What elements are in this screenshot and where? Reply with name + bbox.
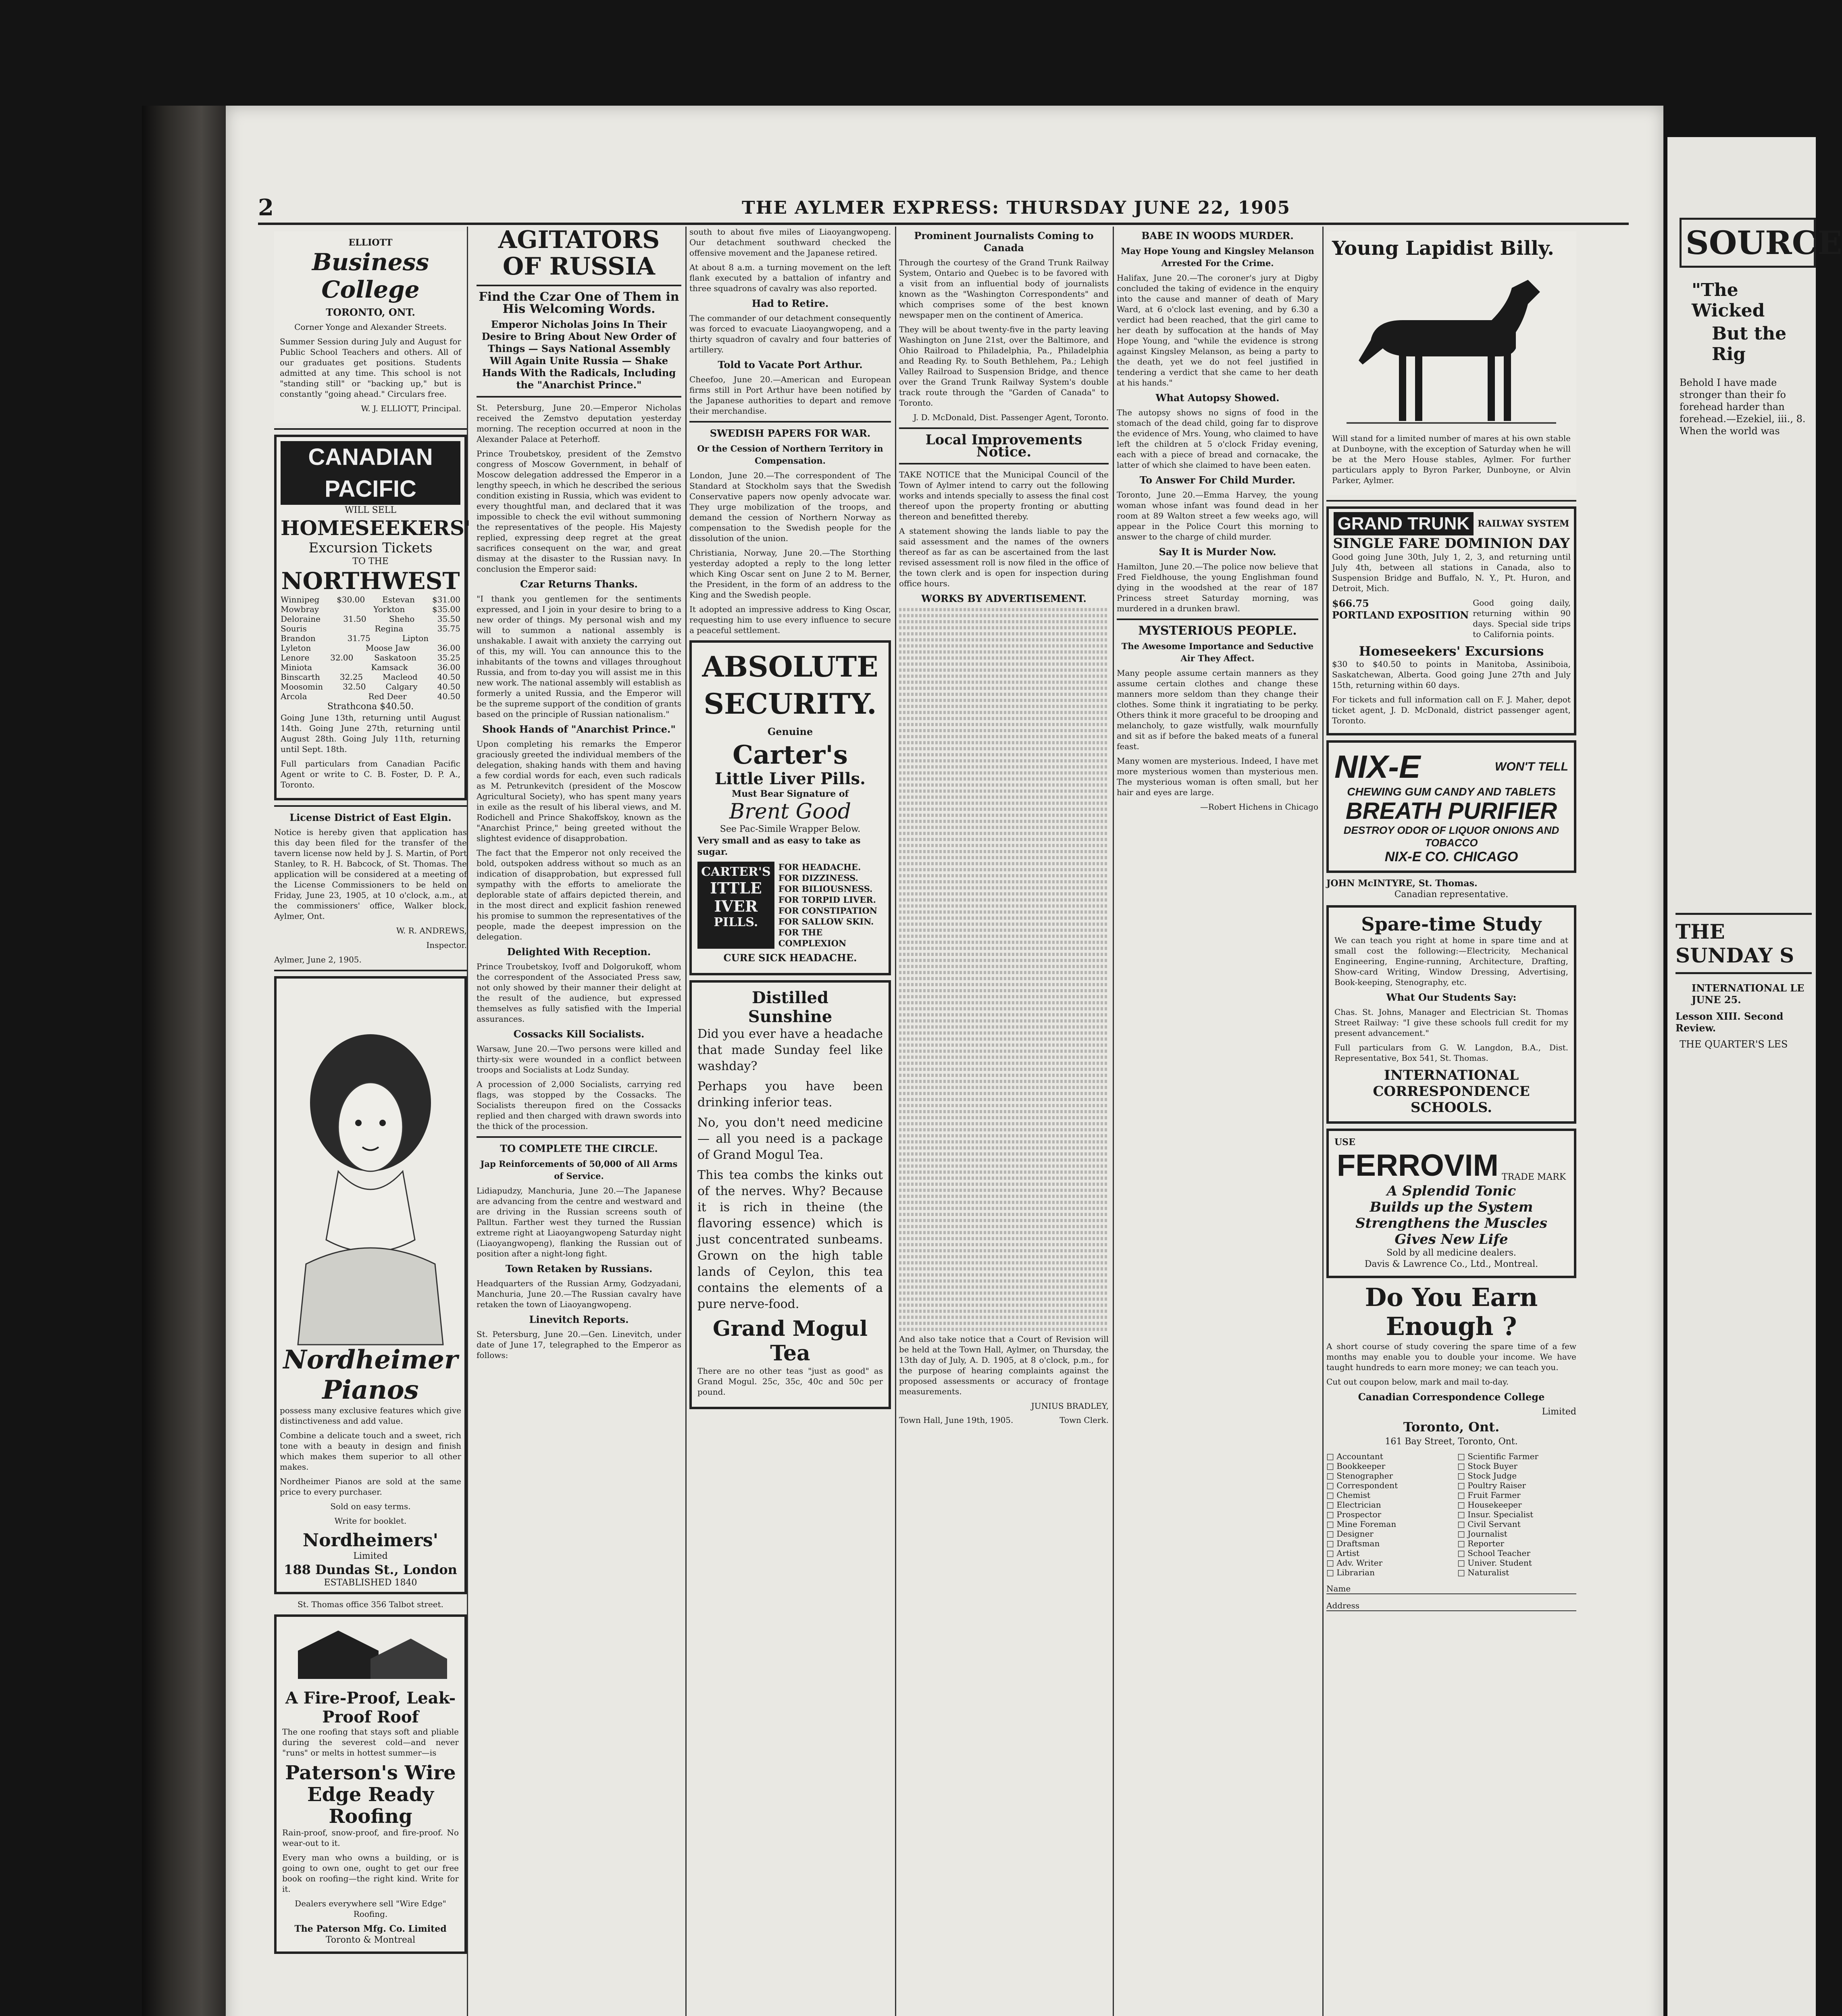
coupon-name-line[interactable] [1326, 1584, 1576, 1594]
sunshine-title-1: Distilled [752, 988, 828, 1007]
course-checkbox-item[interactable]: □ Insur. Specialist [1457, 1510, 1534, 1519]
nixe-line-3: CHEWING GUM CANDY AND TABLETS [1347, 785, 1556, 798]
babe-p3: Toronto, June 20.—Emma Harvey, the young woman whose infant was found dead in her room at 89 Walton street a few weeks ago, will appear in the Police Court this morning to answer to the charge of child murder. [1117, 490, 1318, 541]
carters-use-item: FOR TORPID LIVER. [778, 895, 876, 905]
coupon-name-label: Name [1326, 1584, 1351, 1593]
column-5 [1113, 227, 1324, 2016]
course-checkbox-item[interactable]: □ Mine Foreman [1326, 1519, 1397, 1529]
sunshine-body-4: This tea combs the kinks out of the nerves. Why? Because it is rich in theine (the flavoring essence) which is just concentrated sunbeams. Grown on the high table lands of Ceylon, this tea contains the elements of a pure nerve-food. [697, 1168, 883, 1311]
cpr-strathcona: Strathcona $40.50. [327, 702, 414, 712]
woman-portrait-illustration [280, 982, 461, 1345]
sunshine-body-2: Perhaps you have been drinking inferior teas. [697, 1079, 883, 1110]
cpr-rate-cell: Macleod [383, 672, 418, 682]
roofing-body: The one roofing that stays soft and pliable during the severest cold—and never "runs" or melts in hottest summer—is [282, 1727, 459, 1758]
elliott-signature: W. J. ELLIOTT, Principal. [361, 404, 461, 413]
cpr-rate-cell: Sheho [389, 614, 415, 624]
nordheimer-body-2: Combine a delicate touch and a sweet, rich tone with a beauty in design and finish which makes them superior to all other makes. [280, 1431, 461, 1472]
gt-price: $66.75 [1332, 598, 1369, 609]
babe-sub-1: What Autopsy Showed. [1155, 392, 1280, 404]
cpr-rate-cell: Arcola [281, 691, 307, 701]
cpr-rate-cell: Moose Jaw [365, 643, 410, 653]
enough-city: Toronto, Ont. [1403, 1419, 1500, 1435]
ics-title: Spare-time Study [1361, 913, 1542, 935]
coupon-address-label: Address [1326, 1601, 1359, 1610]
cpr-brand-2: PACIFIC [281, 473, 460, 505]
sunshine-title-2: Sunshine [748, 1007, 833, 1026]
enough-cut: Cut out coupon below, mark and mail to-day. [1326, 1377, 1509, 1387]
nixe-ad [1326, 740, 1576, 873]
cpr-rate-cell: 31.50 [343, 614, 366, 624]
sunshine-body: Did you ever have a headache that made Sunday feel like washday? [697, 1027, 883, 1073]
horse-body: Will stand for a limited number of mares at his own stable at Dunboyne, with the exception of Saturday when he will be at the Mero House stables, Aylmer. For further particulars apply to Byron Parker, Dunboyne, or Alvin Parker, Aylmer. [1332, 433, 1571, 485]
swedish-p7: It adopted an impressive address to King Oscar, requesting him to use every influence to secure a peaceful settlement. [689, 604, 891, 635]
license-title: License District of East Elgin. [289, 812, 452, 823]
babe-sub-3: Say It is Murder Now. [1159, 546, 1276, 558]
cpr-sub: Excursion Tickets [308, 540, 433, 556]
course-checkbox-item[interactable]: □ Prospector [1326, 1510, 1382, 1519]
gt-body: Good going June 30th, July 1, 2, 3, and returning until July 4th, between all stations in Canada, also to Suspension Bridge and Buffalo, N. Y., Pt. Huron, and Detroit, Mich. [1332, 552, 1571, 593]
russia-sub-3: Delighted With Reception. [507, 946, 651, 958]
cpr-rate-cell: Brandon [281, 633, 316, 643]
source-body: Behold I have made stronger than their fo forehead harder than forehead.—Ezekiel, iii., 8. When the world was [1680, 377, 1806, 437]
circle-p10: Headquarters of the Russian Army, Godzyadani, Manchuria, June 20.—The Russian cavalry have retaken the town of Liaoyangwopeng. [477, 1279, 681, 1309]
grand-mogul-footer: There are no other teas "just as good" as Grand Mogul. 25c, 35c, 40c and 50c per pound. [697, 1366, 883, 1397]
page-number: 2 [258, 194, 274, 221]
column-4 [895, 227, 1114, 2016]
cpr-rate-cell: Regina [375, 624, 404, 633]
improvements-signature: JUNIUS BRADLEY, [1031, 1401, 1109, 1411]
war-sub-2: Told to Vacate Port Arthur. [718, 359, 863, 371]
enough-address: 161 Bay Street, Toronto, Ont. [1385, 1437, 1518, 1447]
war-p3: The commander of our detachment consequently was forced to evacuate Liaoyangwopeng, and a thirty squadron of cavalry and four batteries of artillery. [689, 313, 891, 354]
course-checkbox-item[interactable]: □ Librarian [1326, 1568, 1375, 1577]
cpr-rate-row [281, 614, 460, 624]
cpr-rate-cell: 35.50 [437, 614, 460, 624]
sunshine-body-3: No, you don't need medicine — all you need is a package of Grand Mogul Tea. [697, 1116, 883, 1162]
improvements-dateline: Town Hall, June 19th, 1905. [899, 1415, 1014, 1425]
russia-p3: "I thank you gentlemen for the sentiments expressed, and I join in your desire to bring to a new order of things. My personal wish and my will to summon a national assembly is unshakable. I await with anxiety the carrying out of this, my will. You can announce this to the inhabitants of the towns and villages throughout Russia, and from to-day you will assist me in this new work. The national assembly will establish as formerly a united Russia, and the Emperor will be the supreme support of the condition of grants based on the principle of Russian nationalism." [477, 594, 681, 719]
nixe-agent-role: Canadian representative. [1394, 889, 1509, 900]
barn-illustration [282, 1622, 459, 1687]
russia-p5: The fact that the Emperor not only received the bold, outspoken address without so much as an indication of disapprobation, but expressed full sympathy with the efforts to ameliorate the deplorable state of affairs depicted therein, and in the most direct and explicit fashion renewed his promise to summon the representatives of the people, made the deepest impression on the delegation. [477, 848, 681, 941]
circle-headline: TO COMPLETE THE CIRCLE. [500, 1143, 658, 1154]
carters-signature: Brent Good [729, 800, 851, 824]
grand-trunk-ad [1326, 506, 1576, 735]
cpr-rate-row [281, 682, 460, 691]
enough-courses [1326, 1452, 1576, 1577]
column-2 [472, 227, 687, 2016]
course-checkbox-item[interactable]: □ Draftsman [1326, 1539, 1380, 1548]
improvements-works: WORKS BY ADVERTISEMENT. [921, 593, 1086, 604]
course-checkbox-item[interactable]: □ Civil Servant [1457, 1519, 1521, 1529]
carters-ad [689, 640, 891, 975]
elliott-college-ad [274, 231, 467, 423]
cpr-rate-row [281, 672, 460, 682]
journalists-p1: Through the courtesy of the Grand Trunk Railway System, Ontario and Quebec is to be favored with a visit from an influential body of journalists known as the "Washington Correspondents" and which comprises some of the best known newspaper men on the continent of America. [899, 258, 1109, 320]
circle-p9: Lidiapudzy, Manchuria, June 20.—The Japanese are advancing from the centre and westward and are driving in the Russian screens south of Palltun. Farther west they turned the Russian extreme right at Liaoyangwopeng Saturday night (Liaoyangwopeng), flanking the Russian out of position after a night-long fight. [477, 1186, 681, 1258]
roofing-company: The Paterson Mfg. Co. Limited [294, 1924, 447, 1934]
carters-use-item: FOR THE COMPLEXION [778, 927, 847, 948]
source-subtitle-2: But the Rig [1712, 323, 1787, 364]
course-checkbox-item[interactable]: □ Electrician [1326, 1500, 1381, 1510]
cpr-rate-cell: Souris [281, 624, 307, 633]
babe-p4: Hamilton, June 20.—The police now believe that Fred Fieldhouse, the young Englishman found dying in the woodshed at the rear of 187 Princess street Saturday morning, was murdered in a drunken brawl. [1117, 562, 1318, 613]
ics-brand: INTERNATIONAL CORRESPONDENCE SCHOOLS. [1373, 1067, 1530, 1116]
circle-sub-7: Linevitch Reports. [529, 1314, 629, 1325]
improvements-p1: TAKE NOTICE that the Municipal Council of the Town of Aylmer intend to carry out the following works and intends specially to assess the final cost thereof upon the property fronting or abutting thereon and benefitted thereby. [899, 470, 1109, 521]
cpr-rate-cell: 35.25 [437, 653, 460, 662]
mysterious-deck: The Awesome Importance and Seductive Air They Affect. [1121, 641, 1314, 663]
ferrovim-line-2: Builds up the System [1370, 1199, 1533, 1215]
elliott-brand-script: Business College [312, 248, 429, 303]
course-checkbox-item[interactable]: □ Univer. Student [1457, 1558, 1532, 1568]
russia-p6: Prince Troubetskoy, Ivoff and Dolgorukoff, whom the correspondent of the Associated Press saw, not only showed by their manner their delight at the result of the audience, but expressed themselves as fully satisfied with the Imperial assurances. [477, 962, 681, 1024]
circle-p11: St. Petersburg, June 20.—Gen. Linevitch, under date of June 17, telegraphed to the Emperor as follows: [477, 1329, 681, 1360]
cpr-rate-cell: 40.50 [437, 672, 460, 682]
cpr-rate-cell: Deloraine [281, 614, 321, 624]
course-checkbox-item[interactable]: □ Designer [1326, 1529, 1374, 1539]
cpr-rate-cell: 40.50 [437, 682, 460, 691]
ferrovim-sold: Sold by all medicine dealers. [1386, 1248, 1516, 1258]
cpr-rate-cell: 31.75 [347, 633, 370, 643]
cpr-rate-cell: 36.00 [437, 662, 460, 672]
mysterious-p6: Many women are mysterious. Indeed, I have met more mysterious women than mysterious men. The mysterious woman is often small, but her hair and eyes are large. [1117, 756, 1318, 797]
nordheimer-body-3: Nordheimer Pianos are sold at the same price to every purchaser. [280, 1477, 461, 1497]
ferrovim-brand: FERROVIM [1336, 1148, 1499, 1183]
horse-ad [1326, 231, 1576, 495]
carters-headline-2: SECURITY. [703, 687, 877, 721]
grand-mogul-ad [689, 980, 891, 1409]
carters-uses-list [778, 862, 883, 949]
cpr-to: TO THE [352, 556, 389, 566]
courses-right-list [1457, 1452, 1576, 1577]
course-checkbox-item[interactable]: □ Naturalist [1457, 1568, 1509, 1577]
war-p2: At about 8 a.m. a turning movement on the left flank executed by a battalion of infantry and three squadrons of cavalry was also reported. [689, 262, 891, 293]
course-checkbox-item[interactable]: □ School Teacher [1457, 1548, 1530, 1558]
nordheimer-brand-2: Pianos [322, 1375, 419, 1405]
cpr-rate-cell: Lyleton [281, 643, 311, 653]
ics-footer: Full particulars from G. W. Langdon, B.A., Dist. Representative, Box 541, St. Thomas. [1334, 1043, 1568, 1063]
war-p1: south to about five miles of Liaoyangwopeng. Our detachment southward checked the offensive movement and the Japanese retired. [689, 227, 891, 258]
course-checkbox-item[interactable]: □ Adv. Writer [1326, 1558, 1383, 1568]
cpr-rates-table [281, 595, 460, 701]
course-checkbox-item[interactable]: □ Fruit Farmer [1457, 1490, 1521, 1500]
enough-college: Canadian Correspondence College [1358, 1391, 1545, 1403]
ferrovim-ad [1326, 1129, 1576, 1278]
nordheimer-limited: Limited [353, 1551, 388, 1561]
ferrovim-company: Davis & Lawrence Co., Ltd., Montreal. [1364, 1259, 1538, 1269]
carters-box-4: PILLS. [714, 915, 758, 929]
cpr-rate-row [281, 643, 460, 653]
cpr-rate-cell: Binscarth [281, 672, 320, 682]
russia-p2: Prince Troubetskoy, president of the Zemstvo congress of Moscow Government, in behalf of Moscow delegation addressed the Emperor in a lengthy speech, in which he described the serious condition existing in Russia, which was evident to every thoughtful man, and declared that it was impossible to check the evil without summoning the representatives of the people. His Majesty replied, expressing deep regret at the great sacrifices consequent on the war, and great dismay at the disaster to the Russian navy. In conclusion the Emperor said: [477, 449, 681, 574]
nordheimer-body-5: Write for booklet. [334, 1516, 407, 1526]
license-body: Notice is hereby given that application has this day been filed for the transfer of the tavern license now held by J. S. Martin, of Port Stanley, to R. H. Babcock, of St. Thomas. The application will be considered at a meeting of the License Commissioners to be held on Friday, June 23, 1905, at 10 o'clock, a.m., at the commissioners' office, Walker block, Aylmer, Ont. [274, 827, 467, 921]
ics-students: What Our Students Say: [1386, 991, 1517, 1003]
license-dateline: Aylmer, June 2, 1905. [274, 955, 362, 964]
cpr-rate-row [281, 633, 460, 643]
gt-expo: PORTLAND EXPOSITION [1332, 609, 1469, 621]
book-binding [142, 106, 227, 2016]
cpr-rate-cell: Yorkton [373, 604, 405, 614]
elliott-brand-top: ELLIOTT [348, 237, 393, 248]
enough-title: Do You Earn Enough ? [1365, 1283, 1538, 1341]
cpr-rate-cell: Calgary [385, 682, 418, 691]
carters-use-item: FOR HEADACHE. [778, 862, 861, 872]
cpr-rate-cell: Lenore [281, 653, 310, 662]
horse-title: Young Lapidist Billy. [1332, 237, 1554, 260]
cpr-rate-row [281, 595, 460, 604]
journalists-signature: J. D. McDonald, Dist. Passenger Agent, Toronto. [913, 412, 1109, 422]
ics-ad [1326, 905, 1576, 1124]
coupon-address-line[interactable] [1326, 1601, 1576, 1611]
gt-system: RAILWAY SYSTEM [1478, 519, 1569, 529]
mysterious-p5: Many people assume certain manners as they assume certain clothes and change these manners more seldom than they change their clothes. Some think it ingratiating to be perky. Others think it more graceful to be drooping and melancholy, to gaze wistfully, walk mournfully and sit as if before the baked meats of a funeral feast. [1117, 668, 1318, 751]
carters-box-1: CARTER'S [701, 865, 771, 879]
cpr-rate-cell: $35.00 [432, 604, 460, 614]
babe-sub-2: To Answer For Child Murder. [1139, 474, 1296, 486]
mysterious-signature: —Robert Hichens in Chicago [1200, 802, 1318, 812]
carters-brand: Carter's [733, 740, 848, 770]
ferrovim-line-3: Strengthens the Muscles [1355, 1215, 1547, 1231]
nordheimer-body: possess many exclusive features which give distinctiveness and add value. [280, 1406, 461, 1426]
circle-deck: Jap Reinforcements of 50,000 of All Arms of Service. [480, 1159, 678, 1181]
cpr-rate-cell: 32.25 [339, 672, 363, 682]
nixe-line-6: NIX-E CO. CHICAGO [1384, 849, 1518, 864]
swedish-deck: Or the Cession of Northern Territory in Compensation. [697, 444, 883, 466]
carters-use-item: FOR CONSTIPATION [778, 906, 877, 916]
course-checkbox-item[interactable]: □ Correspondent [1326, 1481, 1398, 1490]
nordheimer-footnote: St. Thomas office 356 Talbot street. [297, 1599, 444, 1609]
cpr-rate-cell: 40.50 [437, 691, 460, 701]
nordheimer-ad [274, 976, 467, 1594]
mysterious-headline: MYSTERIOUS PEOPLE. [1138, 624, 1297, 638]
cpr-rate-cell: 35.75 [437, 624, 460, 633]
cpr-rate-row [281, 691, 460, 701]
russia-sub-4: Cossacks Kill Socialists. [513, 1028, 645, 1040]
cpr-rate-row [281, 604, 460, 614]
course-checkbox-item[interactable]: □ Artist [1326, 1548, 1359, 1558]
improvements-role: Town Clerk. [1059, 1415, 1109, 1425]
ferrovim-line-1: A Splendid Tonic [1386, 1183, 1516, 1199]
elliott-address: Corner Yonge and Alexander Streets. [294, 322, 447, 332]
carters-use-item: FOR DIZZINESS. [778, 873, 858, 883]
circle-sub-6: Town Retaken by Russians. [505, 1263, 653, 1275]
roofing-body-3: Every man who owns a building, or is going to own one, ought to get our free book on roofing—the right kind. Write for it. [282, 1853, 459, 1894]
cpr-rate-cell: Kamsack [371, 662, 408, 672]
cpr-rate-cell: Winnipeg [281, 595, 320, 604]
russia-p7: Warsaw, June 20.—Two persons were killed and thirty-six were wounded in a conflict between troops and Socialists at Lodz Sunday. [477, 1044, 681, 1075]
newspaper-page [226, 106, 1663, 2016]
improvements-title: Local Improvements Notice. [925, 432, 1082, 460]
enough-limited: Limited [1542, 1407, 1576, 1417]
carters-use-item: FOR BILIOUSNESS. [778, 884, 873, 894]
course-checkbox-item[interactable]: □ Accountant [1326, 1452, 1383, 1461]
facing-page-fragment [1667, 137, 1842, 2016]
source-subtitle-1: "The Wicked [1692, 280, 1765, 321]
nordheimer-established: ESTABLISHED 1840 [324, 1578, 417, 1588]
carters-use-item: FOR SALLOW SKIN. [778, 916, 874, 927]
gt-homeseekers-body: $30 to $40.50 to points in Manitoba, Assiniboia, Saskatchewan, Alberta. Good going June 27th and July 15th, returning within 60 days. [1332, 659, 1571, 690]
russia-deck-1: Find the Czar One of Them in His Welcoming Words. [479, 290, 679, 316]
cpr-headline: HOMESEEKERS' [281, 516, 471, 540]
cpr-rate-cell: Miniota [281, 662, 312, 672]
ics-testimonial: Chas. St. Johns, Manager and Electrician St. Thomas Street Railway: "I give these schools full credit for my present advancement." [1334, 1007, 1568, 1038]
course-checkbox-item[interactable]: □ Stock Buyer [1457, 1461, 1517, 1471]
carters-cure: CURE SICK HEADACHE. [723, 952, 857, 964]
nixe-line-2: WON'T TELL [1494, 760, 1568, 773]
sunday-title: THE SUNDAY S [1675, 913, 1812, 974]
grand-mogul-brand: Grand Mogul Tea [713, 1316, 868, 1366]
lesson-title: Lesson XIII. Second Review. [1675, 1010, 1784, 1034]
improvements-p2: A statement showing the lands liable to pay the said assessment and the names of the owners thereof as far as can be ascertained from the last revised assessment roll is now filed in the office of the town clerk and is open for inspection during office hours. [899, 526, 1109, 588]
source-title: SOURCE [1680, 218, 1816, 268]
gt-expo-body: Good going daily, returning within 90 days. Special side trips to California points. [1473, 598, 1571, 639]
roofing-brand: Paterson's Wire Edge Ready Roofing [285, 1762, 456, 1828]
ferrovim-line-4: Gives New Life [1395, 1231, 1508, 1248]
cpr-rate-cell: Red Deer [368, 691, 407, 701]
swedish-p5: London, June 20.—The correspondent of The Standard at Stockholm says that the Swedish Conservative papers now openly advocate war. They urge mobilization of the troops, and demand the cession of Northern Norway as compensation to the Swedish people for the dissolution of the union. [689, 471, 891, 543]
course-checkbox-item[interactable]: □ Scientific Farmer [1457, 1452, 1538, 1461]
horse-illustration [1332, 260, 1571, 433]
russia-deck-2: Emperor Nicholas Joins In Their Desire to Bring About New Order of Things — Says National Assembly Will Again Unite Russia — Shake Hands With the Radicals, Including the "Anarchist Prince." [481, 319, 676, 391]
elliott-body: Summer Session during July and August for Public School Teachers and others. All of our graduates get positions. Students admitted at any time. This school is not "standing still" or "backing up," but is constantly "going ahead." Circulars free. [280, 337, 461, 399]
nixe-line-5: DESTROY ODOR OF LIQUOR ONIONS AND TOBACCO [1343, 824, 1559, 849]
cpr-rate-cell: $31.00 [432, 595, 460, 604]
ferrovim-tm: TRADE MARK [1501, 1172, 1566, 1182]
russia-p1: St. Petersburg, June 20.—Emperor Nicholas received the Zemstvo deputation yesterday morning. The reception occurred at noon in the Alexander Palace at Peterhoff. [477, 403, 681, 444]
running-head: THE AYLMER EXPRESS: THURSDAY JUNE 22, 1905 [742, 198, 1291, 218]
cpr-rate-row [281, 624, 460, 633]
carters-product: Little Liver Pills. [715, 769, 866, 788]
cpr-rate-cell: Moosomin [281, 682, 323, 691]
gt-headline: SINGLE FARE DOMINION DAY [1333, 535, 1570, 552]
license-role: Inspector. [426, 940, 467, 950]
cpr-region: NORTHWEST [281, 567, 460, 595]
cpr-will-sell: WILL SELL [345, 505, 396, 515]
cpr-rate-cell: Mowbray [281, 604, 319, 614]
nordheimer-brand-1: Nordheimer [283, 1345, 458, 1375]
cpr-footer: Full particulars from Canadian Pacific Agent or write to C. B. Foster, D. P. A., Toronto. [281, 759, 460, 789]
carters-box-2: ITTLE [710, 879, 762, 897]
russia-sub-2: Shook Hands of "Anarchist Prince." [482, 723, 676, 735]
enough-body: A short course of study covering the spare time of a few months may enable you to double your income. We have taught hundreds to earn more money; we can teach you. [1326, 1341, 1576, 1372]
course-checkbox-item[interactable]: □ Reporter [1457, 1539, 1504, 1548]
journalists-headline: Prominent Journalists Coming to Canada [914, 230, 1094, 254]
russia-p8: A procession of 2,000 Socialists, carrying red flags, was stopped by the Cossacks. The Socialists thereupon fired on the Cossacks replied and then charged with drawn swords into the thick of the procession. [477, 1079, 681, 1131]
cpr-rate-cell: 32.00 [330, 653, 354, 662]
cpr-brand-1: CANADIAN [281, 441, 460, 473]
swedish-headline: SWEDISH PAPERS FOR WAR. [710, 427, 871, 439]
nixe-line-1: NIX-E [1334, 749, 1421, 785]
improvements-listing [899, 608, 1109, 1331]
elliott-city: TORONTO, ONT. [326, 306, 415, 318]
ics-body: We can teach you right at home in spare time and at small cost the following:—Electricity, Mechanical Engineering, Engine-running, Architecture, Drafting, Show-card Writing, Window Dressing, Advertising, Book-keeping, Stenography, etc. [1334, 935, 1568, 987]
carters-headline-1: ABSOLUTE [702, 650, 878, 683]
roofing-body-2: Rain-proof, snow-proof, and fire-proof. No wear-out to it. [282, 1828, 459, 1848]
roofing-headline: A Fire-Proof, Leak-Proof Roof [285, 1689, 456, 1727]
war-p4: Cheefoo, June 20.—American and European firms still in Port Arthur have been notified by the Japanese authorities to depart and remove their merchandise. [689, 375, 891, 416]
carters-very: Very small and as easy to take as sugar. [697, 835, 861, 857]
course-checkbox-item[interactable]: □ Chemist [1326, 1490, 1370, 1500]
course-checkbox-item[interactable]: □ Housekeeper [1457, 1500, 1522, 1510]
nordheimer-address: 188 Dundas St., London [284, 1562, 457, 1577]
cpr-rate-cell: Saskatoon [374, 653, 417, 662]
carters-see: See Pac-Simile Wrapper Below. [720, 824, 861, 834]
cpr-rate-row [281, 653, 460, 662]
nordheimer-body-4: Sold on easy terms. [330, 1502, 411, 1511]
cpr-rate-cell: 32.50 [343, 682, 366, 691]
course-checkbox-item[interactable]: □ Stock Judge [1457, 1471, 1517, 1481]
nixe-line-4: BREATH PURIFIER [1345, 798, 1557, 824]
russia-headline: AGITATORS OF RUSSIA [498, 226, 660, 281]
russia-p4: Upon completing his remarks the Emperor graciously greeted the individual members of the delegation, shaking hands with them and having a few cordial words for each, even such radicals as M. Petrunkevitch (president of the Moscow Agricultural Society), who has spent many years in exile as the result of his liberal views, and M. Rodichell and Prince Shakoffskoy, known as the "Anarchist Prince," being greeted without the slightest evidence of disapprobation. [477, 739, 681, 843]
course-checkbox-item[interactable]: □ Bookkeeper [1326, 1461, 1386, 1471]
column-3 [685, 227, 896, 2016]
roofing-dealers: Dealers everywhere sell "Wire Edge" Roofing. [295, 1899, 446, 1919]
license-signature: W. R. ANDREWS, [396, 926, 467, 935]
gt-brand: GRAND TRUNK [1334, 512, 1474, 535]
lesson-header: INTERNATIONAL LE JUNE 25. [1692, 982, 1805, 1006]
cpr-rate-cell: Estevan [382, 595, 415, 604]
cpr-ad [274, 435, 471, 800]
swedish-p6: Christiania, Norway, June 20.—The Storthing yesterday adopted a reply to the long letter which King Oscar sent on June 2 to M. Berner, the President, in the form of an address to the King and the Swedish people. [689, 548, 891, 600]
war-sub-1: Had to Retire. [751, 298, 829, 309]
carters-must: Must Bear Signature of [731, 789, 849, 799]
russia-sub-1: Czar Returns Thanks. [520, 578, 638, 590]
cpr-rate-cell: $30.00 [337, 595, 365, 604]
nixe-agent: JOHN McINTYRE, St. Thomas. [1326, 878, 1478, 889]
gt-homeseekers: Homeseekers' Excursions [1359, 644, 1544, 659]
cpr-rate-row [281, 662, 460, 672]
course-checkbox-item[interactable]: □ Poultry Raiser [1457, 1481, 1526, 1490]
column-1 [274, 227, 471, 2016]
gt-footer: For tickets and full information call on F. J. Maher, depot ticket agent, J. D. McDonald, district passenger agent, Toronto. [1332, 695, 1571, 725]
cpr-rate-cell: Lipton [402, 633, 429, 643]
babe-p2: The autopsy shows no signs of food in the stomach of the dead child, going far to disprove the evidence of Mrs. Young, who claimed to have left the children at 5 o'clock Friday evening, each with a piece of bread and cornacake, the latter of which she claimed to have been eaten. [1117, 408, 1318, 470]
journalists-p2: They will be about twenty-five in the party leaving Washington on June 21st, over the Baltimore, and Ohio Railroad to Philadelphia, Pa., Philadelphia and Reading Ry. to South Bethlehem, Pa.; Lehigh Valley Railroad to Suspension Bridge, and thence over the Grand Trunk Railway System's double track route through the "Garden of Canada" to Toronto. [899, 325, 1109, 408]
courses-left-list [1326, 1452, 1445, 1577]
carters-box-3: IVER [714, 897, 758, 915]
roofing-ad [274, 1614, 467, 1954]
nordheimer-company: Nordheimers' [302, 1530, 439, 1551]
course-checkbox-item[interactable]: □ Stenographer [1326, 1471, 1393, 1481]
ferrovim-use: USE [1334, 1137, 1355, 1148]
cpr-rate-cell: 36.00 [437, 643, 460, 653]
roofing-city: Toronto & Montreal [325, 1935, 416, 1945]
carters-box [697, 862, 883, 949]
carters-genuine: Genuine [767, 726, 813, 737]
babe-deck: May Hope Young and Kingsley Melanson Arrested For the Crime. [1121, 246, 1314, 268]
improvements-p3: And also take notice that a Court of Revision will be held at the Town Hall, Aylmer, on Thursday, the 13th day of July, A. D. 1905, at 8 o'clock, p.m., for the purpose of hearing complaints against the proposed assessments or accuracy of frontage measurements. [899, 1334, 1109, 1396]
babe-headline: BABE IN WOODS MURDER. [1141, 230, 1294, 242]
cpr-dates: Going June 13th, returning until August 14th. Going June 27th, returning until August 28th. Going July 11th, returning until Sept. 18th. [281, 713, 460, 754]
column-6 [1322, 227, 1580, 2016]
babe-p1: Halifax, June 20.—The coroner's jury at Digby concluded the taking of evidence in the enquiry into the cause and manner of death of Mary Ward, at 6 o'clock last evening, and by 6.30 a verdict had been reached, that the girl came to her death by suffocation at the hands of May Hope Young, and "while the evidence is strong against Kingsley Melanson, as being a party to the death, yet we do not feel justified in tendering a verdict that she came to her death at his hands." [1117, 273, 1318, 387]
masthead [258, 194, 1629, 225]
lesson-sub: THE QUARTER'S LES [1680, 1039, 1788, 1050]
course-checkbox-item[interactable]: □ Journalist [1457, 1529, 1507, 1539]
